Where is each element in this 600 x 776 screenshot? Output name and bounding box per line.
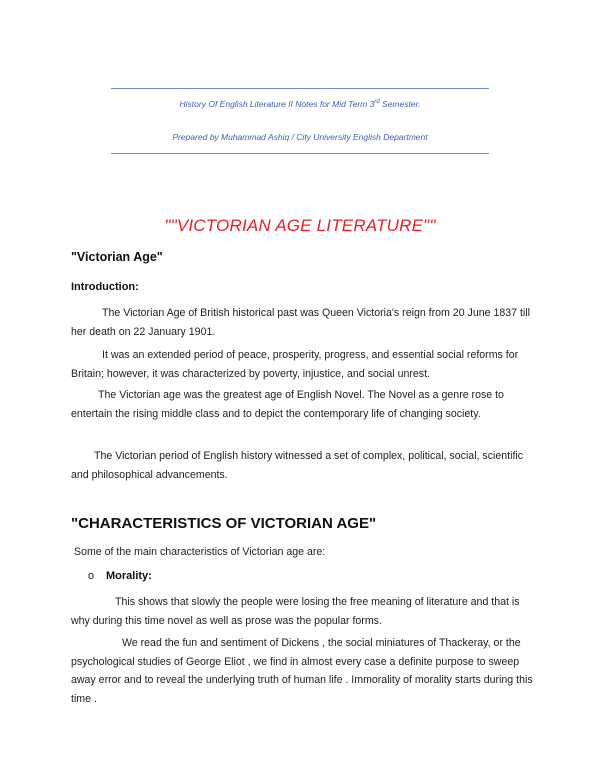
paragraph: The Victorian period of English history witnessed a set of complex, political, social, scientific and philosophical advancements. [71,450,524,481]
header-course-line: History Of English Literature II Notes for Mid Term 3rd Semester. [179,99,421,109]
header-top-rule [111,88,489,89]
paragraph: The Victorian age was the greatest age of English Novel. The Novel as a genre rose to entertain the rising middle class and to depict the contemporary life of changing society. [71,389,504,420]
paragraph: It was an extended period of peace, prosperity, progress, and essential social reforms for Britain; however, it was characterized by poverty, injustice, and social unrest. [71,349,519,380]
paragraph: This shows that slowly the people were losing the free meaning of literature and that is why during this time novel as well as prose was the popular forms. [71,596,520,627]
bullet-marker: o [88,570,95,582]
introduction-label: Introduction: [71,281,139,293]
characteristics-intro: Some of the main characteristics of Victorian age are: [74,546,326,558]
document-title: ""VICTORIAN AGE LITERATURE"" [164,216,436,235]
header-author-line: Prepared by Muhammad Ashiq / City University English Department [172,132,428,142]
header-bottom-rule [111,153,489,154]
paragraph: The Victorian Age of British historical past was Queen Victoria's reign from 20 June 1837 till her death on 22 January 1901. [71,307,530,338]
morality-label: Morality: [106,570,152,582]
paragraph: We read the fun and sentiment of Dickens , the social miniatures of Thackeray, or the psychological studies of George Eliot , we find in almost every case a definite purpose to sweep away error and to reveal the underlying truth of human life . Immorality of morality starts during this time . [71,637,533,705]
section-heading-victorian-age: "Victorian Age" [71,250,163,264]
section-heading-characteristics: "CHARACTERISTICS OF VICTORIAN AGE" [71,515,377,532]
